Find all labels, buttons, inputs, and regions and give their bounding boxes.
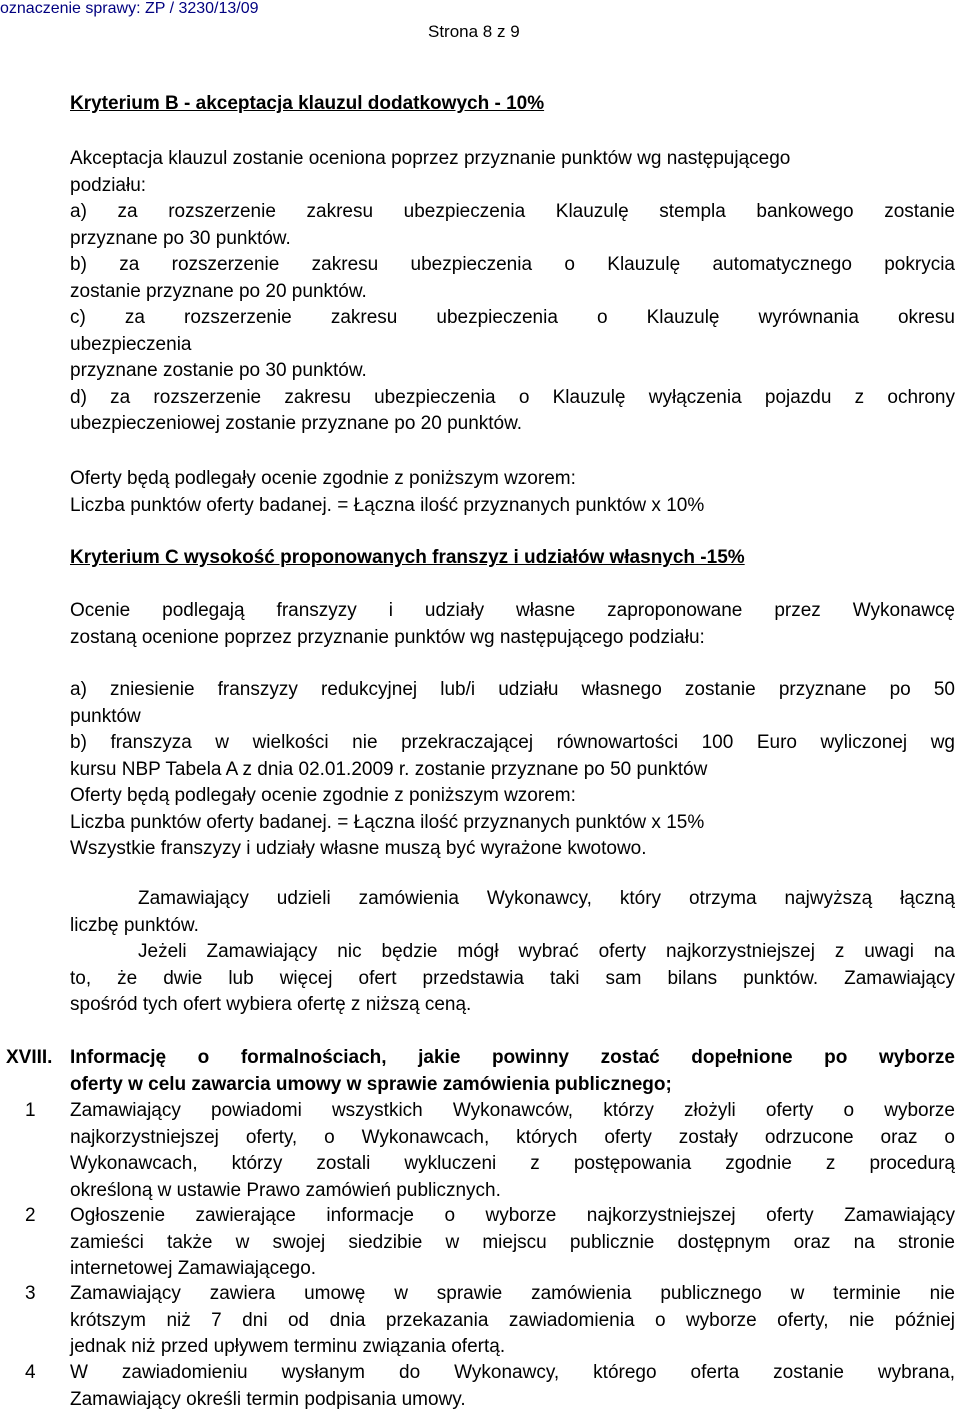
text-line: d) za rozszerzenie zakresu ubezpieczenia o Klauzulę wyłączenia pojazdu z ochrony: [70, 386, 955, 408]
text-line: liczbę punktów.: [70, 914, 199, 936]
list-item: [70, 1360, 955, 1413]
text-line: zostaną ocenione poprzez przyznanie punktów wg następującego podziału:: [70, 626, 705, 648]
page-number: Strona 8 z 9: [428, 22, 520, 41]
text-line: Liczba punktów oferty badanej. = Łączna ilość przyznanych punktów x 10%: [70, 494, 705, 516]
list-item: [70, 1098, 955, 1204]
text-line: Zamawiający udzieli zamówienia Wykonawcy, który otrzyma najwyższą łączną: [138, 888, 955, 909]
criterion-b-body: [70, 146, 955, 438]
text-line: punktów: [70, 705, 141, 727]
text-line: Wykonawcach, którzy zostali wykluczeni z postępowania zgodnie z procedurą: [70, 1153, 955, 1174]
text-line: przyznane po 30 punktów.: [70, 227, 291, 249]
section-number: XVIII.: [6, 1047, 53, 1068]
text-line: Zamawiający określi termin podpisania umowy.: [70, 1388, 466, 1410]
text-line: zostanie przyznane po 20 punktów.: [70, 280, 367, 302]
text-line: ubezpieczeniowej zostanie przyznane po 20 punktów.: [70, 413, 523, 434]
text-line: Oferty będą podlegały ocenie zgodnie z poniższym wzorem:: [70, 468, 576, 489]
award-rules: [70, 886, 955, 1019]
criterion-c-intro: [70, 598, 955, 651]
text-line: Zamawiający zawiera umowę w sprawie zamówienia publicznego w terminie nie: [70, 1283, 955, 1304]
list-item-number: 4: [25, 1362, 36, 1383]
text-line: Wszystkie franszyzy i udziały własne muszą być wyrażone kwotowo.: [70, 838, 647, 859]
list-item-number: 3: [25, 1283, 36, 1304]
text-line: Informację o formalnościach, jakie powinny zostać dopełnione po wyborze: [70, 1047, 955, 1068]
text-line: Jeżeli Zamawiający nic będzie mógł wybrać oferty najkorzystniejszej z uwagi na: [138, 941, 955, 962]
section-title: [70, 1045, 955, 1098]
text-line: ubezpieczenia: [70, 333, 192, 355]
text-line: a) zniesienie franszyzy redukcyjnej lub/i udziału własnego zostanie przyznane po 50: [70, 679, 955, 700]
text-line: a) za rozszerzenie zakresu ubezpieczenia Klauzulę stempla bankowego zostanie: [70, 201, 955, 222]
list-item: [70, 1203, 955, 1283]
case-reference: oznaczenie sprawy: ZP / 3230/13/09: [0, 0, 259, 17]
text-line: to, że dwie lub więcej ofert przedstawia taki sam bilans punktów. Zamawiający: [70, 967, 955, 989]
criterion-b-title: Kryterium B - akceptacja klauzul dodatkowych - 10%: [70, 93, 545, 114]
text-line: zamieści także w swojej siedzibie w miejscu publicznie dostępnym oraz na stronie: [70, 1231, 955, 1253]
text-line: oferty w celu zawarcia umowy w sprawie zamówienia publicznego;: [70, 1073, 672, 1095]
text-line: najkorzystniejszej oferty, o Wykonawcach, których oferty zostały odrzucone oraz o: [70, 1126, 955, 1148]
text-line: b) franszyza w wielkości nie przekraczającej równowartości 100 Euro wyliczonej wg: [70, 732, 955, 753]
text-line: Zamawiający powiadomi wszystkich Wykonawców, którzy złożyli oferty o wyborze: [70, 1100, 955, 1121]
list-item-number: 2: [25, 1205, 36, 1226]
text-line: podziału:: [70, 174, 147, 196]
text-line: Akceptacja klauzul zostanie oceniona poprzez przyznanie punktów wg następującego: [70, 148, 791, 169]
text-line: przyznane zostanie po 30 punktów.: [70, 360, 367, 381]
text-line: Ogłoszenie zawierające informacje o wyborze najkorzystniejszej oferty Zamawiający: [70, 1205, 955, 1226]
text-line: krótszym niż 7 dni od dnia przekazania zawiadomienia o wyborze oferty, nie później: [70, 1309, 955, 1331]
text-line: b) za rozszerzenie zakresu ubezpieczenia o Klauzulę automatycznego pokrycia: [70, 254, 955, 275]
text-line: jednak niż przed upływem terminu związania ofertą.: [70, 1336, 506, 1357]
text-line: kursu NBP Tabela A z dnia 02.01.2009 r. zostanie przyznane po 50 punktów: [70, 758, 708, 780]
list-item: [70, 1281, 955, 1361]
criterion-c-body: [70, 677, 955, 863]
criterion-c-title: Kryterium C wysokość proponowanych franszyz i udziałów własnych -15%: [70, 547, 745, 568]
criterion-b-formula: [70, 466, 955, 519]
text-line: Oferty będą podlegały ocenie zgodnie z poniższym wzorem:: [70, 785, 576, 806]
text-line: internetowej Zamawiającego.: [70, 1258, 317, 1279]
text-line: c) za rozszerzenie zakresu ubezpieczenia o Klauzulę wyrównania okresu: [70, 307, 955, 328]
text-line: spośród tych ofert wybiera ofertę z niższą ceną.: [70, 994, 472, 1015]
text-line: Ocenie podlegają franszyzy i udziały własne zaproponowane przez Wykonawcę: [70, 600, 955, 621]
text-line: Liczba punktów oferty badanej. = Łączna ilość przyznanych punktów x 15%: [70, 811, 705, 833]
text-line: określoną w ustawie Prawo zamówień publicznych.: [70, 1179, 501, 1201]
text-line: W zawiadomieniu wysłanym do Wykonawcy, którego oferta zostanie wybrana,: [70, 1362, 955, 1383]
list-item-number: 1: [25, 1100, 36, 1121]
